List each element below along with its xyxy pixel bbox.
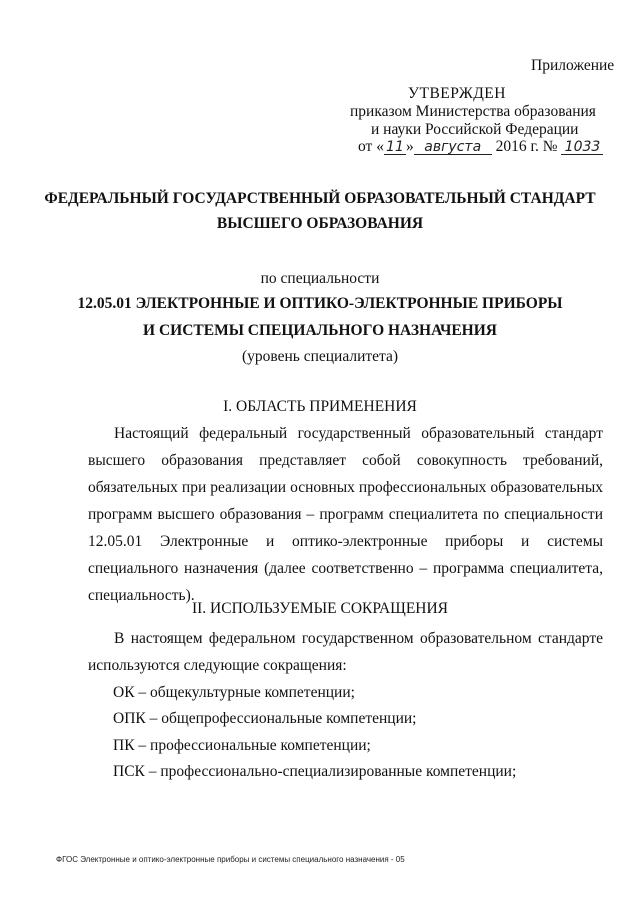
approved-label: УТВЕРЖДЕН bbox=[408, 85, 506, 102]
date-month-handwritten: августа bbox=[414, 140, 492, 155]
title-line-1: ФЕДЕРАЛЬНЫЙ ГОСУДАРСТВЕННЫЙ ОБРАЗОВАТЕЛЬНЫЙ СТАНДАРТ bbox=[44, 190, 596, 207]
specialty-line-1: 12.05.01 ЭЛЕКТРОННЫЕ И ОПТИКО-ЭЛЕКТРОННЫЕ ПРИБОРЫ bbox=[77, 295, 563, 312]
date-year: 2016 г. № bbox=[495, 138, 558, 155]
section2-intro: В настоящем федеральном государственном образовательном стандарте используются следующие сокращения: bbox=[88, 630, 603, 674]
order-date-line bbox=[358, 138, 603, 156]
section2-heading: II. ИСПОЛЬЗУЕМЫЕ СОКРАЩЕНИЯ bbox=[191, 600, 449, 617]
specialty-line-2: И СИСТЕМЫ СПЕЦИАЛЬНОГО НАЗНАЧЕНИЯ bbox=[143, 322, 497, 339]
appendix-label: Приложение bbox=[531, 57, 615, 74]
page-footer: ФГОС Электронные и оптико-электронные приборы и системы специального назначения - 05 bbox=[56, 855, 405, 864]
date-day-handwritten: 11 bbox=[384, 140, 406, 155]
section1-heading: I. ОБЛАСТЬ ПРИМЕНЕНИЯ bbox=[223, 398, 417, 415]
abbrev-item-opk: ОПК – общепрофессиональные компетенции; bbox=[113, 710, 417, 727]
by-specialty-label: по специальности bbox=[260, 270, 380, 287]
order-line-2: и науки Российской Федерации bbox=[371, 121, 579, 138]
abbrev-item-psk: ПСК – профессионально-специализированные компетенции; bbox=[113, 763, 517, 780]
order-line-1: приказом Министерства образования bbox=[350, 103, 596, 120]
section2-intro-paragraph bbox=[88, 625, 603, 679]
abbrev-item-ok: ОК – общекультурные компетенции; bbox=[113, 684, 355, 701]
date-prefix: от « bbox=[358, 138, 384, 155]
section1-text: Настоящий федеральный государственный образовательный стандарт высшего образования представляет собой совокупность требований, обязательных при реализации основных профессиональных образовательных программ высшего образования – программ специалитета по специальности 12.05.01 Электронные и оптико-электронные приборы и системы специального назначения (далее соответственно – программа специалитета, специальность). bbox=[88, 425, 603, 604]
title-line-2: ВЫСШЕГО ОБРАЗОВАНИЯ bbox=[216, 215, 424, 232]
abbrev-item-pk: ПК – профессиональные компетенции; bbox=[113, 737, 371, 754]
date-mid: » bbox=[405, 138, 414, 155]
level-label: (уровень специалитета) bbox=[241, 348, 399, 365]
section1-paragraph bbox=[88, 420, 603, 609]
order-number-handwritten: 1033 bbox=[561, 140, 603, 155]
